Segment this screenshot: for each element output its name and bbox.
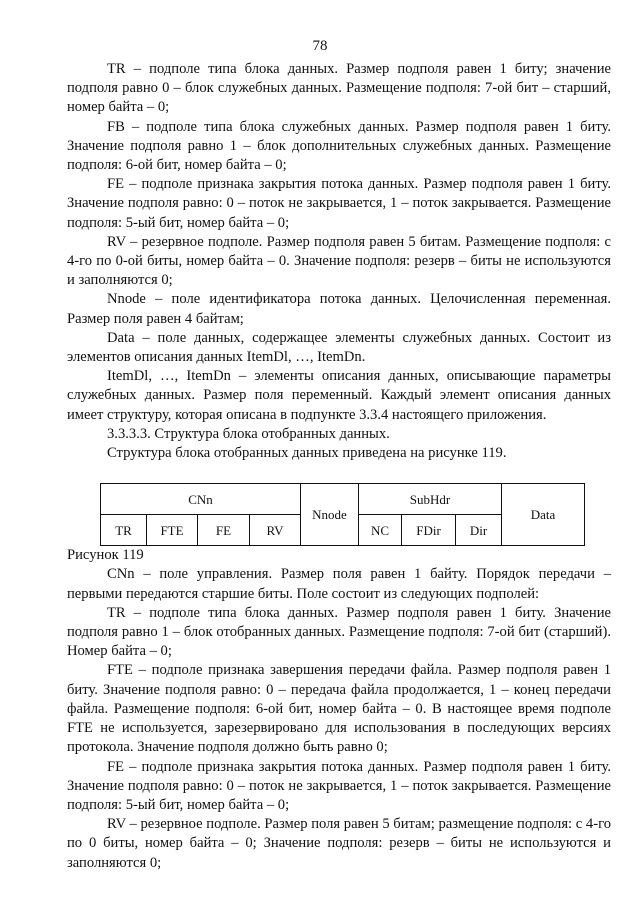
cell-nc: NC	[359, 515, 402, 546]
paragraph-fte: FTE – подполе признака завершения передачи файла. Размер подполя равен 1 биту. Значение подполя равно: 0 – передача файла продолжается, 1 – конец передачи файла. Размещение подполя: 6-ой бит, номер байта – 0. В настоящее время подполе FTE не используется, зарезервировано для использования в последующих версиях протокола. Значение подполя должно быть равно 0;	[67, 662, 611, 756]
paragraph-fe-2: FE – подполе признака закрытия потока данных. Размер подполя равен 1 биту. Значение подполя равно: 0 – поток не закрывается, 1 – поток закрывается. Размещение подполя: 5-ый бит, номер байта – 0;	[67, 758, 611, 813]
structure-table	[100, 483, 585, 546]
paragraph-rv: RV – резервное подполе. Размер подполя равен 5 битам. Размещение подполя: с 4-го по 0-ой биты, номер байта – 0. Значение подполя: резерв – биты не используются и заполняются 0;	[67, 233, 611, 289]
cell-nnode: Nnode	[301, 484, 359, 546]
cell-tr: TR	[101, 515, 147, 546]
paragraph-tr: TR – подполе типа блока данных. Размер подполя равен 1 биту; значение подполя равно 0 – блок служебных данных. Размещение подполя: 7-ой бит – старший, номер байта – 0;	[67, 61, 611, 116]
cell-data: Data	[502, 484, 585, 546]
section-heading: 3.3.3.3. Структура блока отобранных данных.	[107, 425, 390, 442]
figure-caption: Рисунок 119	[67, 547, 144, 564]
paragraph-fb: FB – подполе типа блока служебных данных. Размер подполя равен 1 биту. Значение подполя равно 1 – блок дополнительных служебных данных. Размещение подполя: 6-ой бит, номер байта – 0;	[67, 118, 611, 174]
cell-fdir: FDir	[402, 515, 456, 546]
structure-diagram	[100, 483, 611, 546]
text-block-top	[67, 60, 611, 463]
cell-rv: RV	[250, 515, 301, 546]
cell-cnn: CNn	[101, 484, 301, 515]
paragraph-tr-2: TR – подполе типа блока данных. Размер подполя равен 1 биту. Значение подполя равно 1 – блок отобранных данных. Размещение подполя: 7-ой бит (старший). Номер байта – 0;	[67, 604, 611, 660]
cell-fte: FTE	[147, 515, 198, 546]
cell-fe: FE	[198, 515, 250, 546]
paragraph-data: Data – поле данных, содержащее элементы служебных данных. Состоит из элементов описания данных ItemDl, …, ItemDn.	[67, 329, 611, 366]
paragraph-cnn: CNn – поле управления. Размер поля равен 1 байту. Порядок передачи – первыми передаются старшие биты. Поле состоит из следующих подполей:	[67, 566, 611, 602]
page-number: 78	[312, 38, 328, 54]
paragraph-nnode: Nnode – поле идентификатора потока данных. Целочисленная переменная. Размер поля равен 4 байтам;	[67, 291, 611, 327]
cell-subhdr: SubHdr	[359, 484, 502, 515]
paragraph-rv-2: RV – резервное подполе. Размер поля равен 5 битам; размещение подполя: с 4-го по 0 биты, номер байта – 0; Значение подполя: резерв – биты не используются и заполняются 0;	[67, 816, 611, 871]
paragraph-figure-ref: Структура блока отобранных данных приведена на рисунке 119.	[107, 445, 507, 462]
cell-dir: Dir	[456, 515, 502, 546]
paragraph-fe: FE – подполе признака закрытия потока данных. Размер подполя равен 1 биту. Значение подполя равно: 0 – поток не закрывается, 1 – поток закрывается. Размещение подполя: 5-ый бит, номер байта – 0;	[67, 176, 611, 231]
text-block-bottom	[67, 565, 611, 872]
document-body	[67, 60, 611, 873]
paragraph-itemd: ItemDl, …, ItemDn – элементы описания данных, описывающие параметры служебных данных. Размер поля переменный. Каждый элемент описания данных имеет структуру, которая описана в подпункте 3.3.4 настоящего приложения.	[67, 368, 611, 423]
